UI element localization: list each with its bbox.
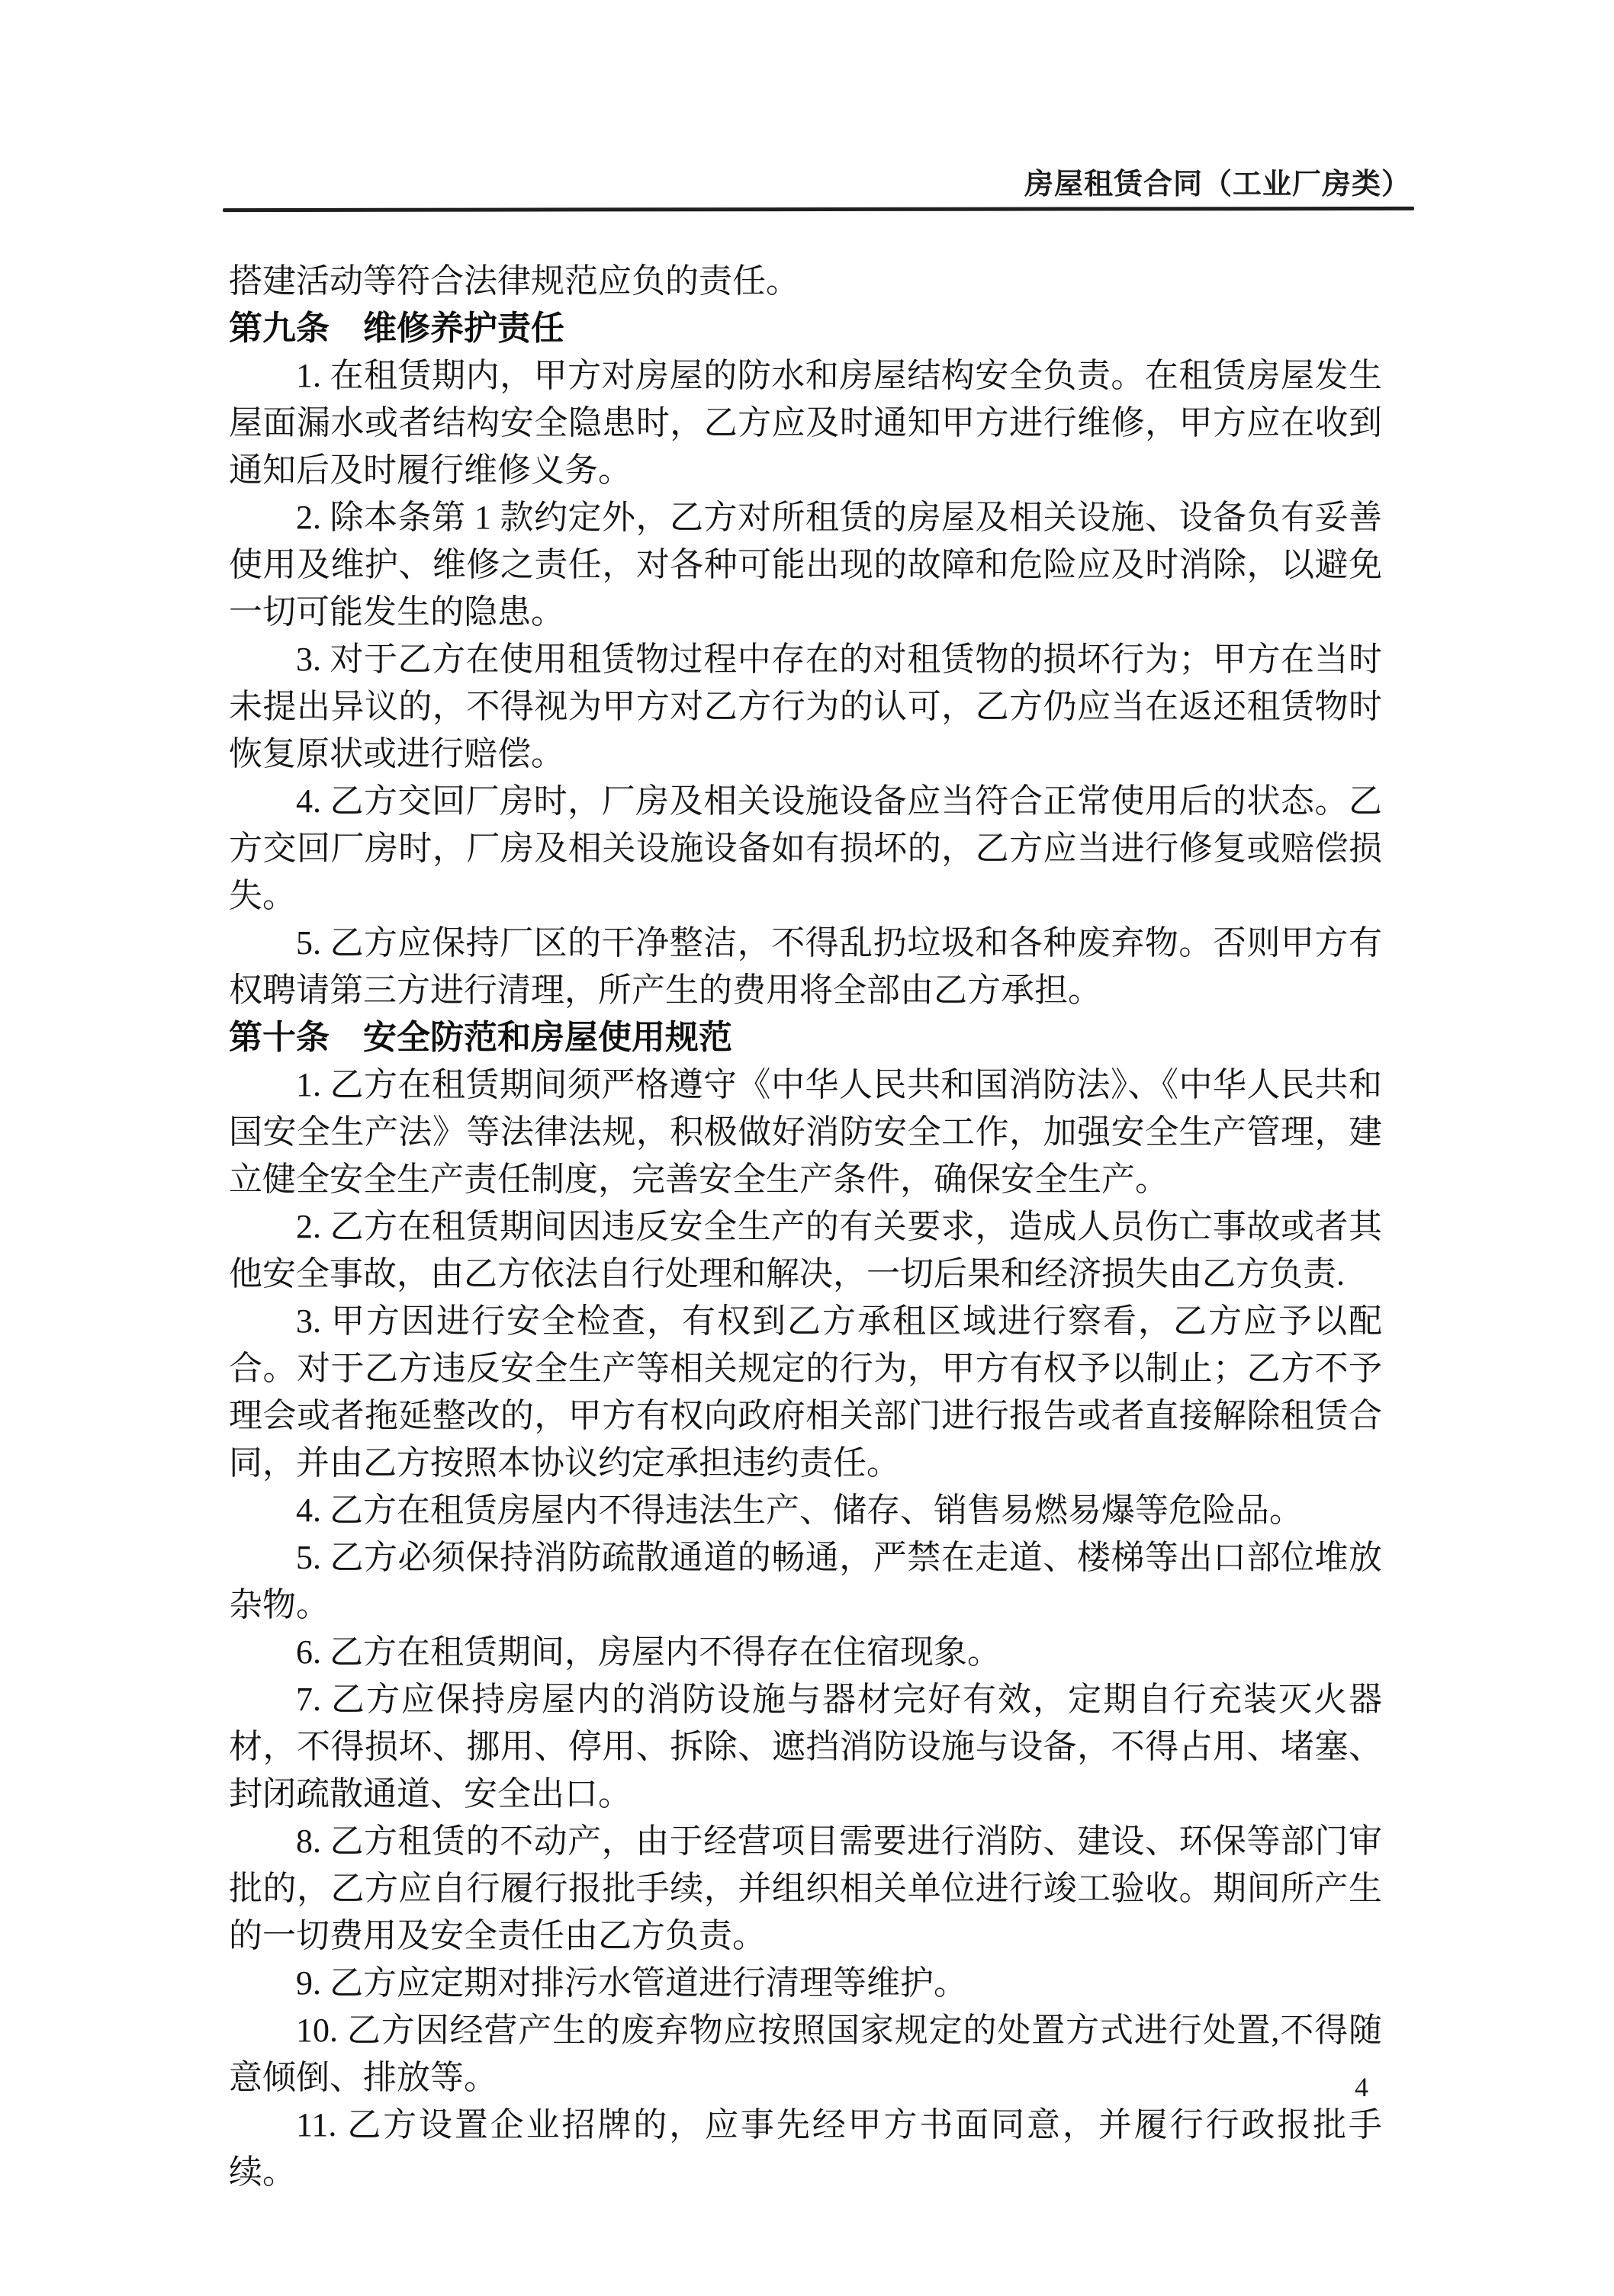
paragraph: 7. 乙方应保持房屋内的消防设施与器材完好有效，定期自行充装灭火器材，不得损坏、挪用、停用、拆除、遮挡消防设施与设备，不得占用、堵塞、封闭疏散通道、安全出口。 [229, 1681, 1382, 1813]
paragraph: 4. 乙方在租赁房屋内不得违法生产、储存、销售易燃易爆等危险品。 [296, 1492, 1303, 1529]
paragraph: 1. 在租赁期内，甲方对房屋的防水和房屋结构安全负责。在租赁房屋发生屋面漏水或者结构安全隐患时，乙方应及时通知甲方进行维修，甲方应在收到通知后及时履行维修义务。 [229, 357, 1382, 489]
paragraph: 4. 乙方交回厂房时，厂房及相关设施设备应当符合正常使用后的状态。乙方交回厂房时，厂房及相关设施设备如有损坏的，乙方应当进行修复或赔偿损失。 [229, 782, 1382, 914]
paragraph: 5. 乙方必须保持消防疏散通道的畅通，严禁在走道、楼梯等出口部位堆放杂物。 [229, 1539, 1382, 1623]
paragraph: 5. 乙方应保持厂区的干净整洁，不得乱扔垃圾和各种废弃物。否则甲方有权聘请第三方进行清理，所产生的费用将全部由乙方承担。 [229, 924, 1382, 1009]
page-header-title: 房屋租赁合同（工业厂房类） [1024, 169, 1411, 201]
paragraph: 6. 乙方在租赁期间，房屋内不得存在住宿现象。 [296, 1633, 1001, 1671]
paragraph: 2. 乙方在租赁期间因违反安全生产的有关要求，造成人员伤亡事故或者其他安全事故，由乙方依法自行处理和解决，一切后果和经济损失由乙方负责. [229, 1208, 1382, 1293]
paragraph: 10. 乙方因经营产生的废弃物应按照国家规定的处置方式进行处置,不得随意倾倒、排放等。 [229, 2012, 1382, 2096]
paragraph: 1. 乙方在租赁期间须严格遵守《中华人民共和国消防法》、《中华人民共和国安全生产法》等法律法规，积极做好消防安全工作，加强安全生产管理，建立健全安全生产责任制度，完善安全生产条件，确保安全生产。 [229, 1066, 1382, 1198]
paragraph: 3. 甲方因进行安全检查，有权到乙方承租区域进行察看，乙方应予以配合。对于乙方违反安全生产等相关规定的行为，甲方有权予以制止；乙方不予理会或者拖延整改的，甲方有权向政府相关部门进行报告或者直接解除租赁合同，并由乙方按照本协议约定承担违约责任。 [229, 1302, 1382, 1482]
header-divider-line [223, 207, 1414, 212]
paragraph: 9. 乙方应定期对排污水管道进行清理等维护。 [296, 1964, 967, 2002]
paragraph: 11. 乙方设置企业招牌的，应事先经甲方书面同意，并履行行政报批手续。 [229, 2106, 1382, 2191]
paragraph: 8. 乙方租赁的不动产，由于经营项目需要进行消防、建设、环保等部门审批的，乙方应自行履行报批手续，并组织相关单位进行竣工验收。期间所产生的一切费用及安全责任由乙方负责。 [229, 1822, 1382, 1954]
section-heading: 第十条 安全防范和房屋使用规范 [229, 1019, 732, 1056]
paragraph: 搭建活动等符合法律规范应负的责任。 [229, 262, 799, 300]
paragraph: 2. 除本条第 1 款约定外，乙方对所租赁的房屋及相关设施、设备负有妥善使用及维护、维修之责任，对各种可能出现的故障和危险应及时消除，以避免一切可能发生的隐患。 [229, 499, 1382, 631]
paragraph: 3. 对于乙方在使用租赁物过程中存在的对租赁物的损坏行为；甲方在当时未提出异议的，不得视为甲方对乙方行为的认可，乙方仍应当在返还租赁物时恢复原状或进行赔偿。 [229, 641, 1382, 772]
section-heading: 第九条 维修养护责任 [229, 310, 564, 347]
document-body [229, 258, 1382, 2196]
page-number: 4 [1355, 2072, 1368, 2102]
